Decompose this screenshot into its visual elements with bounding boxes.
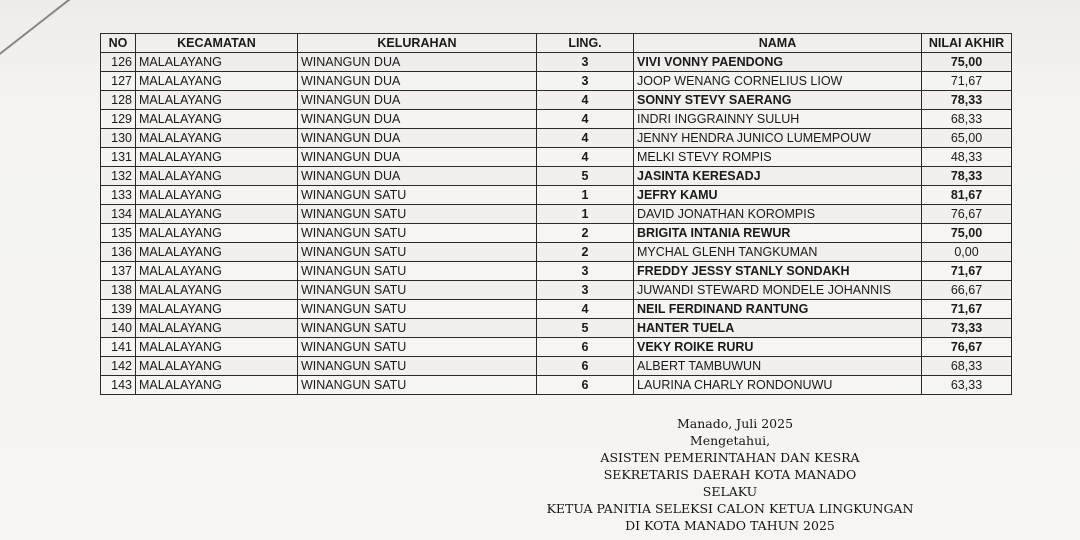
cell-nilai-akhir: 68,33 <box>922 357 1012 376</box>
table-row <box>101 110 1012 129</box>
cell-kelurahan: WINANGUN DUA <box>298 72 537 91</box>
cell-ling: 2 <box>537 224 634 243</box>
cell-kelurahan: WINANGUN SATU <box>298 186 537 205</box>
place-date: Manado, Juli 2025 <box>676 416 794 431</box>
table-row <box>101 53 1012 72</box>
cell-kecamatan: MALALAYANG <box>136 167 298 186</box>
cell-kecamatan: MALALAYANG <box>136 148 298 167</box>
cell-nama: FREDDY JESSY STANLY SONDAKH <box>634 262 922 281</box>
cell-ling: 5 <box>537 319 634 338</box>
cell-nama: JASINTA KERESADJ <box>634 167 922 186</box>
cell-kecamatan: MALALAYANG <box>136 129 298 148</box>
cell-kecamatan: MALALAYANG <box>136 300 298 319</box>
cell-nama: MYCHAL GLENH TANGKUMAN <box>634 243 922 262</box>
cell-no: 135 <box>101 224 136 243</box>
cell-kelurahan: WINANGUN SATU <box>298 338 537 357</box>
cell-no: 129 <box>101 110 136 129</box>
cell-ling: 4 <box>537 91 634 110</box>
cell-nama: JENNY HENDRA JUNICO LUMEMPOUW <box>634 129 922 148</box>
cell-no: 140 <box>101 319 136 338</box>
cell-ling: 4 <box>537 110 634 129</box>
cell-ling: 1 <box>537 186 634 205</box>
cell-nilai-akhir: 48,33 <box>922 148 1012 167</box>
footer-line-mengetahui: Mengetahui, <box>689 433 771 448</box>
cell-nama: INDRI INGGRAINNY SULUH <box>634 110 922 129</box>
cell-kecamatan: MALALAYANG <box>136 205 298 224</box>
table-row <box>101 224 1012 243</box>
cell-no: 127 <box>101 72 136 91</box>
cell-ling: 5 <box>537 167 634 186</box>
cell-nilai-akhir: 78,33 <box>922 91 1012 110</box>
cell-kelurahan: WINANGUN DUA <box>298 110 537 129</box>
table-row <box>101 262 1012 281</box>
cell-kecamatan: MALALAYANG <box>136 53 298 72</box>
cell-ling: 1 <box>537 205 634 224</box>
cell-no: 126 <box>101 53 136 72</box>
table-row <box>101 376 1012 395</box>
cell-nama: BRIGITA INTANIA REWUR <box>634 224 922 243</box>
cell-no: 139 <box>101 300 136 319</box>
cell-kelurahan: WINANGUN DUA <box>298 91 537 110</box>
cell-ling: 3 <box>537 262 634 281</box>
cell-ling: 4 <box>537 300 634 319</box>
cell-nama: VIVI VONNY PAENDONG <box>634 53 922 72</box>
cell-ling: 6 <box>537 376 634 395</box>
cell-nama: JOOP WENANG CORNELIUS LIOW <box>634 72 922 91</box>
cell-nama: JEFRY KAMU <box>634 186 922 205</box>
cell-ling: 4 <box>537 129 634 148</box>
cell-kelurahan: WINANGUN SATU <box>298 376 537 395</box>
cell-nilai-akhir: 75,00 <box>922 53 1012 72</box>
footer-line-ketua-panitia: KETUA PANITIA SELEKSI CALON KETUA LINGKUNGAN <box>546 501 914 516</box>
cell-ling: 4 <box>537 148 634 167</box>
header-nama: NAMA <box>634 34 922 53</box>
table-row <box>101 148 1012 167</box>
cell-no: 130 <box>101 129 136 148</box>
table-row <box>101 91 1012 110</box>
cell-no: 136 <box>101 243 136 262</box>
footer-line-sekretaris: SEKRETARIS DAERAH KOTA MANADO <box>603 467 857 482</box>
cell-nama: SONNY STEVY SAERANG <box>634 91 922 110</box>
table-row <box>101 72 1012 91</box>
cell-no: 138 <box>101 281 136 300</box>
header-no: NO <box>101 34 136 53</box>
cell-kecamatan: MALALAYANG <box>136 186 298 205</box>
cell-no: 142 <box>101 357 136 376</box>
cell-nilai-akhir: 65,00 <box>922 129 1012 148</box>
cell-nilai-akhir: 71,67 <box>922 300 1012 319</box>
cell-kelurahan: WINANGUN SATU <box>298 357 537 376</box>
table-row <box>101 319 1012 338</box>
paper-fold-line <box>0 0 81 65</box>
cell-nilai-akhir: 73,33 <box>922 319 1012 338</box>
cell-nilai-akhir: 66,67 <box>922 281 1012 300</box>
cell-nilai-akhir: 68,33 <box>922 110 1012 129</box>
cell-kelurahan: WINANGUN DUA <box>298 167 537 186</box>
results-table <box>100 33 1012 395</box>
cell-no: 133 <box>101 186 136 205</box>
cell-no: 128 <box>101 91 136 110</box>
cell-nilai-akhir: 63,33 <box>922 376 1012 395</box>
cell-kecamatan: MALALAYANG <box>136 72 298 91</box>
cell-nilai-akhir: 71,67 <box>922 72 1012 91</box>
header-kelurahan: KELURAHAN <box>298 34 537 53</box>
cell-nilai-akhir: 71,67 <box>922 262 1012 281</box>
header-ling: LING. <box>537 34 634 53</box>
cell-kecamatan: MALALAYANG <box>136 262 298 281</box>
cell-nama: HANTER TUELA <box>634 319 922 338</box>
table-row <box>101 338 1012 357</box>
cell-nilai-akhir: 76,67 <box>922 205 1012 224</box>
cell-ling: 3 <box>537 281 634 300</box>
cell-no: 132 <box>101 167 136 186</box>
footer-line-kota-tahun: DI KOTA MANADO TAHUN 2025 <box>625 518 835 533</box>
cell-ling: 3 <box>537 72 634 91</box>
cell-no: 131 <box>101 148 136 167</box>
table-row <box>101 281 1012 300</box>
cell-nama: ALBERT TAMBUWUN <box>634 357 922 376</box>
cell-kecamatan: MALALAYANG <box>136 110 298 129</box>
cell-kelurahan: WINANGUN DUA <box>298 148 537 167</box>
cell-nama: MELKI STEVY ROMPIS <box>634 148 922 167</box>
cell-nama: LAURINA CHARLY RONDONUWU <box>634 376 922 395</box>
cell-nilai-akhir: 76,67 <box>922 338 1012 357</box>
cell-no: 141 <box>101 338 136 357</box>
footer-line-asisten: ASISTEN PEMERINTAHAN DAN KESRA <box>600 450 860 465</box>
cell-nama: NEIL FERDINAND RANTUNG <box>634 300 922 319</box>
cell-nilai-akhir: 78,33 <box>922 167 1012 186</box>
cell-no: 137 <box>101 262 136 281</box>
cell-ling: 6 <box>537 338 634 357</box>
cell-kecamatan: MALALAYANG <box>136 281 298 300</box>
cell-kelurahan: WINANGUN SATU <box>298 205 537 224</box>
signature-block <box>500 415 960 534</box>
header-kecamatan: KECAMATAN <box>136 34 298 53</box>
cell-nama: VEKY ROIKE RURU <box>634 338 922 357</box>
cell-kelurahan: WINANGUN SATU <box>298 319 537 338</box>
cell-nama: DAVID JONATHAN KOROMPIS <box>634 205 922 224</box>
cell-kecamatan: MALALAYANG <box>136 91 298 110</box>
cell-kelurahan: WINANGUN SATU <box>298 281 537 300</box>
header-nilai-akhir: NILAI AKHIR <box>922 34 1012 53</box>
table-row <box>101 186 1012 205</box>
table-row <box>101 357 1012 376</box>
cell-ling: 3 <box>537 53 634 72</box>
cell-kecamatan: MALALAYANG <box>136 243 298 262</box>
cell-kelurahan: WINANGUN SATU <box>298 262 537 281</box>
cell-ling: 6 <box>537 357 634 376</box>
cell-kecamatan: MALALAYANG <box>136 338 298 357</box>
cell-kecamatan: MALALAYANG <box>136 376 298 395</box>
table-row <box>101 300 1012 319</box>
cell-no: 143 <box>101 376 136 395</box>
cell-kelurahan: WINANGUN SATU <box>298 300 537 319</box>
table-header-row <box>101 34 1012 53</box>
table-row <box>101 205 1012 224</box>
cell-ling: 2 <box>537 243 634 262</box>
table-row <box>101 243 1012 262</box>
footer-line-selaku: SELAKU <box>702 484 758 499</box>
table-row <box>101 129 1012 148</box>
cell-nilai-akhir: 0,00 <box>922 243 1012 262</box>
table-body <box>101 53 1012 395</box>
cell-kelurahan: WINANGUN DUA <box>298 53 537 72</box>
cell-kecamatan: MALALAYANG <box>136 224 298 243</box>
cell-no: 134 <box>101 205 136 224</box>
cell-kecamatan: MALALAYANG <box>136 319 298 338</box>
cell-kelurahan: WINANGUN SATU <box>298 224 537 243</box>
cell-kelurahan: WINANGUN DUA <box>298 129 537 148</box>
cell-nama: JUWANDI STEWARD MONDELE JOHANNIS <box>634 281 922 300</box>
cell-kecamatan: MALALAYANG <box>136 357 298 376</box>
cell-kelurahan: WINANGUN SATU <box>298 243 537 262</box>
cell-nilai-akhir: 75,00 <box>922 224 1012 243</box>
table-row <box>101 167 1012 186</box>
cell-nilai-akhir: 81,67 <box>922 186 1012 205</box>
